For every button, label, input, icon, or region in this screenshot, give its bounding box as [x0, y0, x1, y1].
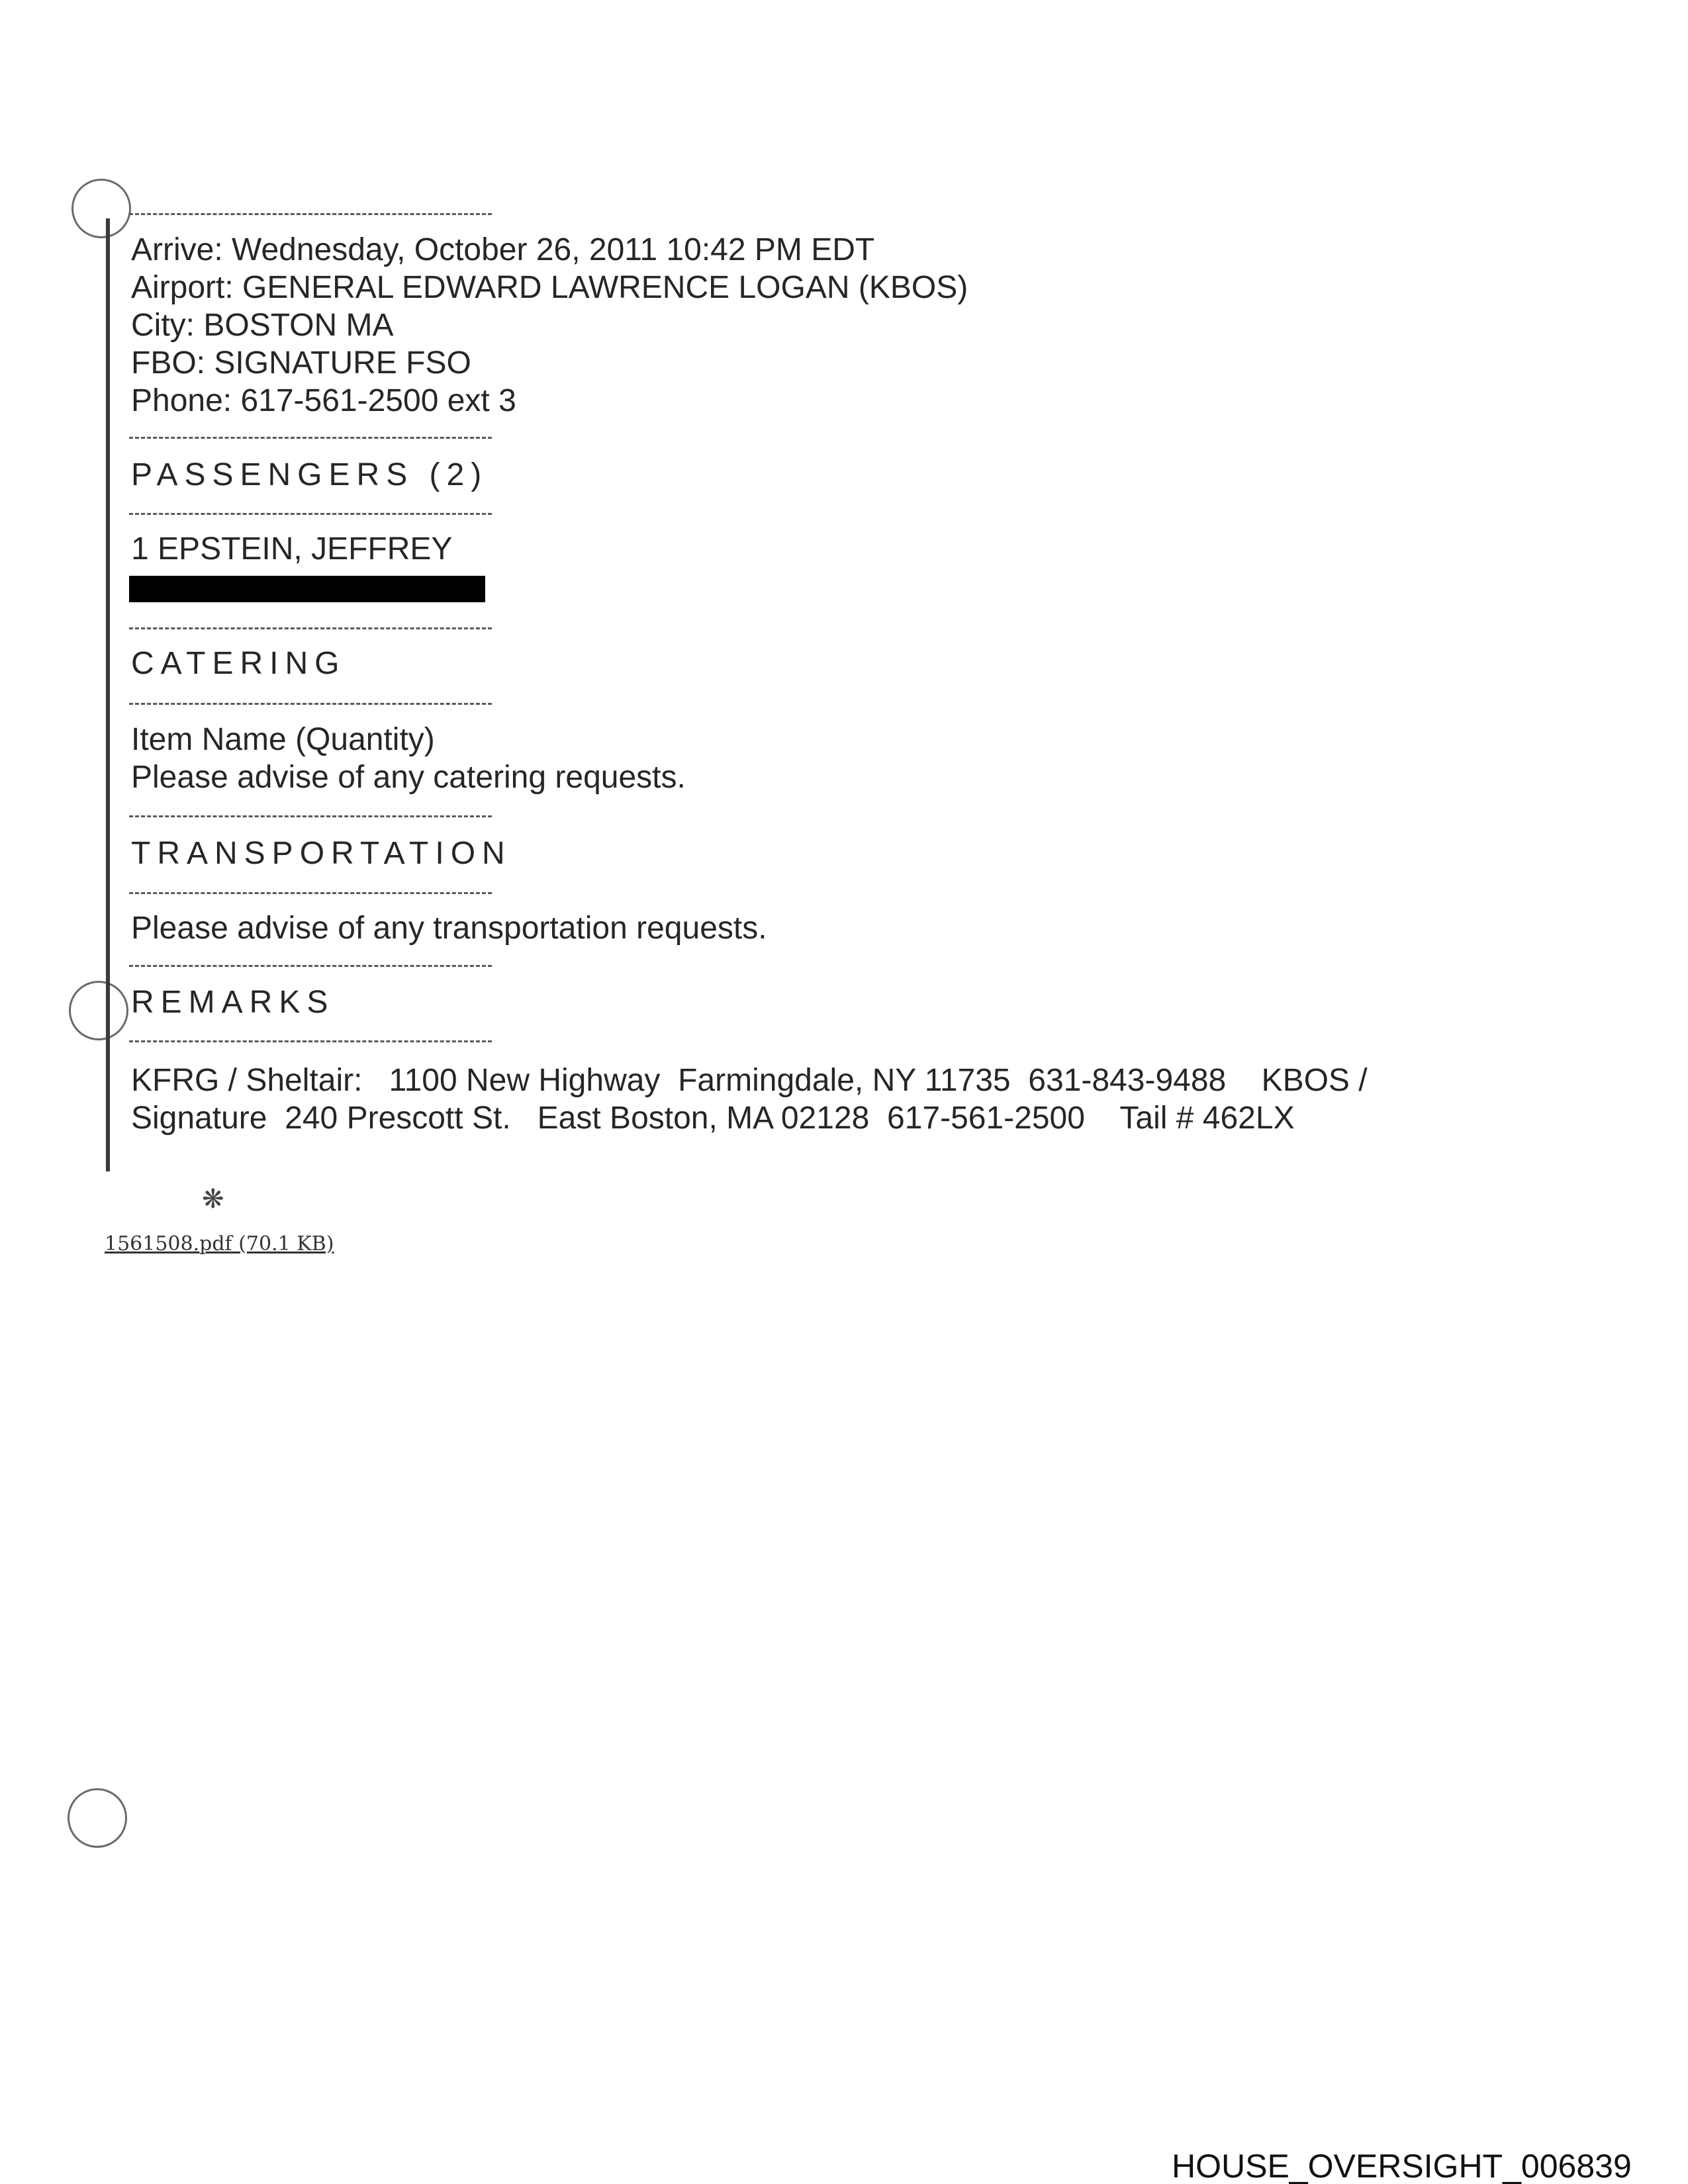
passenger-item: 1 EPSTEIN, JEFFREY [131, 531, 453, 567]
separator-passengers-top [129, 437, 492, 439]
catering-item-header: Item Name (Quantity) [131, 722, 435, 757]
separator-transportation-bottom [129, 892, 492, 894]
punch-hole-middle [69, 981, 128, 1040]
attachment-link[interactable]: 1561508.pdf (70.1 KB) [105, 1232, 334, 1255]
passengers-heading: PASSENGERS (2) [131, 457, 489, 492]
redaction-block [129, 576, 485, 602]
separator-catering-top [129, 627, 492, 629]
transportation-heading: TRANSPORTATION [131, 836, 512, 871]
separator-remarks-top [129, 965, 492, 967]
punch-hole-top [71, 179, 131, 238]
separator-catering-bottom [129, 703, 492, 705]
separator-top [129, 213, 492, 215]
catering-note: Please advise of any catering requests. [131, 760, 686, 795]
catering-heading: CATERING [131, 646, 346, 681]
transportation-note: Please advise of any transportation requests. [131, 911, 767, 946]
arrive-line: Arrive: Wednesday, October 26, 2011 10:42 PM EDT [131, 232, 875, 267]
remarks-line-2: Signature 240 Prescott St. East Boston, MA 02128 617-561-2500 Tail # 462LX [131, 1101, 1295, 1136]
city-line: City: BOSTON MA [131, 308, 394, 343]
separator-remarks-bottom [129, 1040, 492, 1042]
remarks-line-1: KFRG / Sheltair: 1100 New Highway Farmingdale, NY 11735 631-843-9488 KBOS / [131, 1063, 1368, 1098]
punch-hole-bottom [68, 1788, 127, 1848]
airport-line: Airport: GENERAL EDWARD LAWRENCE LOGAN (KBOS) [131, 270, 968, 305]
fbo-line: FBO: SIGNATURE FSO [131, 345, 471, 381]
left-margin-rule [106, 218, 110, 1171]
phone-line: Phone: 617-561-2500 ext 3 [131, 383, 516, 418]
pdf-attachment-icon[interactable]: ❋ [202, 1185, 224, 1214]
bates-number: HOUSE_OVERSIGHT_006839 [1172, 2148, 1632, 2184]
separator-transportation-top [129, 815, 492, 817]
separator-passengers-bottom [129, 513, 492, 515]
remarks-heading: REMARKS [131, 985, 335, 1020]
